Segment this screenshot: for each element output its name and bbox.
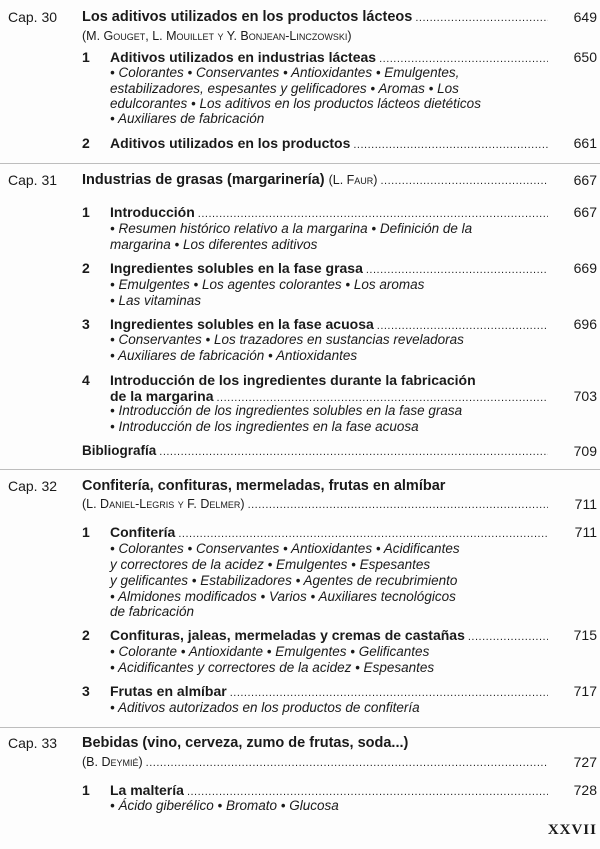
divider (0, 469, 600, 470)
page-number: 711 (574, 524, 597, 540)
dot-leader (468, 626, 548, 644)
divider (0, 163, 600, 164)
page-number: 669 (573, 260, 597, 276)
topic-line: margarina • Los diferentes aditivos (110, 237, 318, 252)
topic-line: de fabricación (110, 604, 195, 619)
section-title[interactable] (110, 259, 548, 277)
page-number: 667 (573, 172, 597, 188)
chapter-label: Cap. 33 (8, 735, 58, 751)
topic-line: • Las vitaminas (110, 293, 202, 308)
section-number: 1 (82, 782, 90, 798)
section-number: 1 (82, 524, 90, 540)
section-title-text: Aditivos utilizados en industrias lácteas (110, 49, 377, 65)
chapter-authors: (M. Gouget, L. Mouillet y Y. Bonjean-Linczowski) (82, 29, 352, 43)
page-number: 703 (573, 388, 597, 404)
page-number: 715 (573, 627, 597, 643)
section-title[interactable] (110, 134, 548, 152)
section-title-text: Ingredientes solubles en la fase grasa (110, 260, 363, 276)
dot-leader (178, 523, 548, 541)
page-number: 709 (573, 443, 597, 459)
section-title-text: Ingredientes solubles en la fase acuosa (110, 316, 374, 332)
section-number: 3 (82, 683, 90, 699)
section-title-text: Confitería (110, 524, 176, 540)
section-number: 1 (82, 49, 90, 65)
section-title[interactable] (110, 682, 548, 700)
topic-line: • Introducción de los ingredientes solubles en la fase grasa (110, 403, 463, 418)
dot-leader (159, 442, 548, 460)
chapter-label: Cap. 32 (8, 478, 58, 494)
page-number: 728 (573, 782, 597, 798)
section-number: 2 (82, 627, 90, 643)
page-number: 727 (573, 754, 597, 770)
topic-line: • Colorantes • Conservantes • Antioxidantes • Emulgentes, (110, 65, 460, 80)
chapter-title-text: Industrias de grasas (margarinería) (82, 172, 325, 188)
topic-line: • Introducción de los ingredientes en la fase acuosa (110, 419, 419, 434)
page-number: 650 (573, 49, 597, 65)
section-title-text: Confituras, jaleas, mermeladas y cremas de castañas (110, 627, 465, 643)
page-number: 661 (573, 135, 597, 151)
topic-line: • Colorantes • Conservantes • Antioxidantes • Acidificantes (110, 541, 460, 556)
section-title[interactable] (110, 203, 548, 221)
topic-line: • Conservantes • Los trazadores en sustancias reveladoras (110, 332, 464, 347)
section-title-text: Frutas en almíbar (110, 683, 227, 699)
dot-leader (146, 753, 548, 771)
dot-leader (366, 259, 548, 277)
chapter-authors-row (82, 753, 548, 771)
topic-line: edulcorantes • Los aditivos en los productos lácteos dietéticos (110, 96, 481, 111)
section-title-text: Aditivos utilizados en los productos (110, 135, 351, 151)
page-number: 649 (573, 9, 597, 25)
topic-line: • Auxiliares de fabricación (110, 111, 265, 126)
topic-line: • Aditivos autorizados en los productos de confitería (110, 700, 420, 715)
page-number: 667 (573, 204, 597, 220)
bibliography-entry[interactable] (82, 442, 548, 460)
section-title-text: Introducción (110, 204, 195, 220)
topic-line: estabilizadores, espesantes y gelificadores • Aromas • Los (110, 81, 459, 96)
page-number: 717 (573, 683, 597, 699)
chapter-authors: (L. Daniel-Legris y F. Delmer) (82, 497, 245, 511)
page-number: 711 (574, 496, 597, 512)
section-title[interactable]: Introducción de los ingredientes durante la fabricación (110, 372, 476, 388)
section-title[interactable] (110, 523, 548, 541)
section-title-text: La maltería (110, 782, 184, 798)
topic-line: y gelificantes • Estabilizadores • Agentes de recubrimiento (110, 573, 458, 588)
topic-line: • Auxiliares de fabricación • Antioxidantes (110, 348, 358, 363)
chapter-title-text: Los aditivos utilizados en los productos lácteos (82, 9, 413, 25)
chapter-label: Cap. 30 (8, 9, 58, 25)
dot-leader (353, 134, 548, 152)
chapter-title[interactable]: Bebidas (vino, cerveza, zumo de frutas, soda...) (82, 735, 409, 751)
topic-line: y correctores de la acidez • Emulgentes • Espesantes (110, 557, 431, 572)
section-title[interactable] (110, 626, 548, 644)
chapter-authors-row (82, 495, 548, 513)
topic-line: • Ácido giberélico • Bromato • Glucosa (110, 798, 339, 813)
dot-leader (230, 682, 548, 700)
divider (0, 727, 600, 728)
page-folio: XXVII (547, 822, 597, 838)
dot-leader (248, 495, 548, 513)
chapter-authors: (L. Faur) (328, 173, 378, 187)
topic-line: • Almidones modificados • Varios • Auxiliares tecnológicos (110, 589, 456, 604)
section-title-text: de la margarina (110, 388, 214, 404)
topic-line: • Acidificantes y correctores de la acidez • Espesantes (110, 660, 435, 675)
section-number: 1 (82, 204, 90, 220)
bibliography-title: Bibliografía (82, 443, 157, 458)
dot-leader (198, 203, 548, 221)
dot-leader (380, 171, 548, 189)
topic-line: • Colorante • Antioxidante • Emulgentes • Gelificantes (110, 644, 430, 659)
chapter-title[interactable] (82, 8, 548, 26)
chapter-title[interactable] (82, 171, 548, 189)
topic-line: • Resumen histórico relativo a la margarina • Definición de la (110, 221, 473, 236)
dot-leader (415, 8, 548, 26)
page-number: 696 (573, 316, 597, 332)
chapter-label: Cap. 31 (8, 172, 58, 188)
chapter-title[interactable]: Confitería, confituras, mermeladas, frutas en almíbar (82, 478, 446, 494)
section-number: 3 (82, 316, 90, 332)
section-number: 2 (82, 135, 90, 151)
section-number: 4 (82, 372, 90, 388)
section-number: 2 (82, 260, 90, 276)
chapter-authors: (B. Deymié) (82, 755, 143, 769)
topic-line: • Emulgentes • Los agentes colorantes • Los aromas (110, 277, 425, 292)
